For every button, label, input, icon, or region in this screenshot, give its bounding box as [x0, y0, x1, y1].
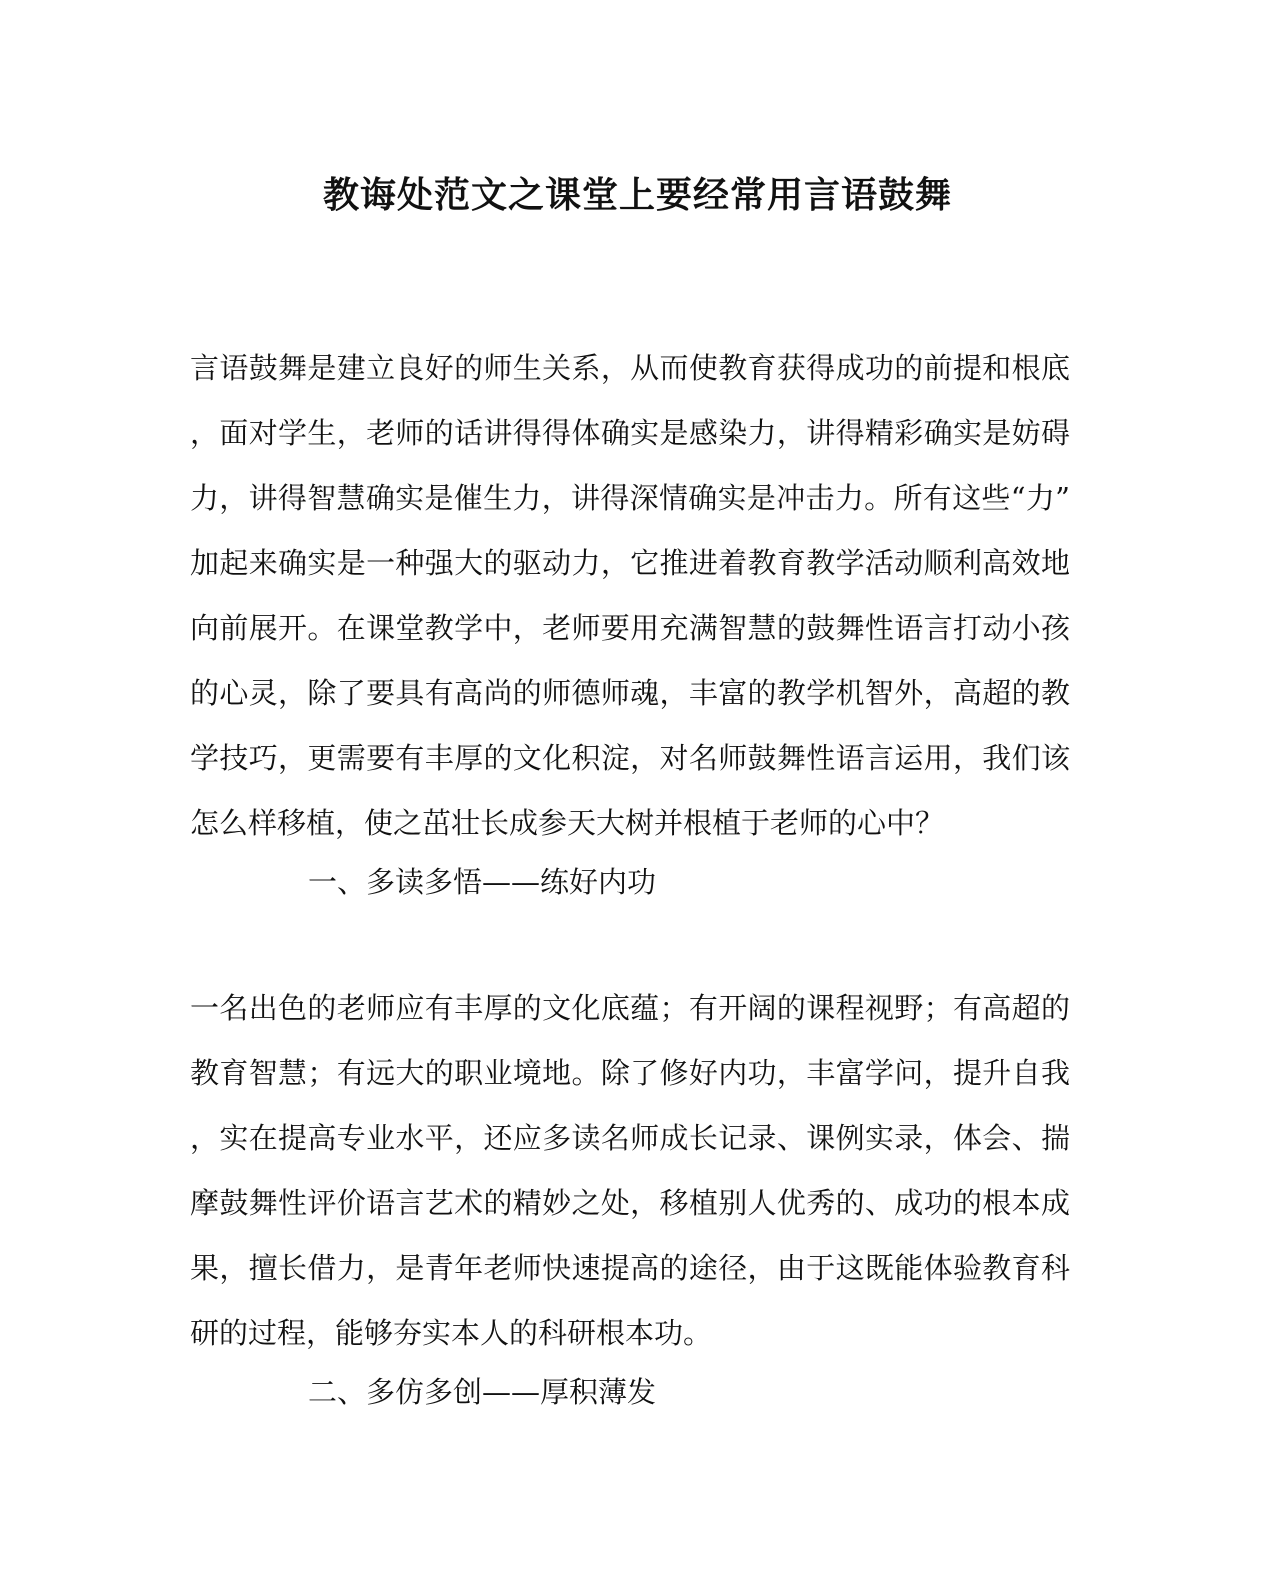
paragraph-line: 加起来确实是一种强大的驱动力，它推进着教育教学活动顺利高效地 [190, 546, 1070, 580]
paragraph-line: ，面对学生，老师的话讲得得体确实是感染力，讲得精彩确实是妨碍 [190, 416, 1070, 450]
paragraph-1 [190, 336, 1070, 856]
paragraph-line: 的心灵，除了要具有高尚的师德师魂，丰富的教学机智外，高超的教 [190, 676, 1070, 710]
section-heading-1: 一、多读多悟——练好内功 [308, 865, 657, 899]
paragraph-line: 怎么样移植，使之茁壮长成参天大树并根植于老师的心中？ [190, 806, 945, 840]
paragraph-line: 学技巧，更需要有丰厚的文化积淀，对名师鼓舞性语言运用，我们该 [190, 741, 1070, 775]
paragraph-line: 研的过程，能够夯实本人的科研根本功。 [190, 1316, 713, 1350]
section-heading-2: 二、多仿多创——厚积薄发 [308, 1375, 657, 1409]
paragraph-line: 一名出色的老师应有丰厚的文化底蕴；有开阔的课程视野；有高超的 [190, 991, 1070, 1025]
paragraph-line: ，实在提高专业水平，还应多读名师成长记录、课例实录，体会、揣 [190, 1121, 1070, 1155]
paragraph-2 [190, 976, 1070, 1366]
paragraph-line: 教育智慧；有远大的职业境地。除了修好内功，丰富学问，提升自我 [190, 1056, 1070, 1090]
paragraph-line: 言语鼓舞是建立良好的师生关系，从而使教育获得成功的前提和根底 [190, 351, 1070, 385]
document-title: 教诲处范文之课堂上要经常用言语鼓舞 [322, 174, 952, 216]
paragraph-line: 向前展开。在课堂教学中，老师要用充满智慧的鼓舞性语言打动小孩 [190, 611, 1070, 645]
paragraph-line: 摩鼓舞性评价语言艺术的精妙之处，移植别人优秀的、成功的根本成 [190, 1186, 1070, 1220]
paragraph-line: 果，擅长借力，是青年老师快速提高的途径，由于这既能体验教育科 [190, 1251, 1070, 1285]
paragraph-line: 力，讲得智慧确实是催生力，讲得深情确实是冲击力。所有这些“力” [190, 481, 1070, 515]
